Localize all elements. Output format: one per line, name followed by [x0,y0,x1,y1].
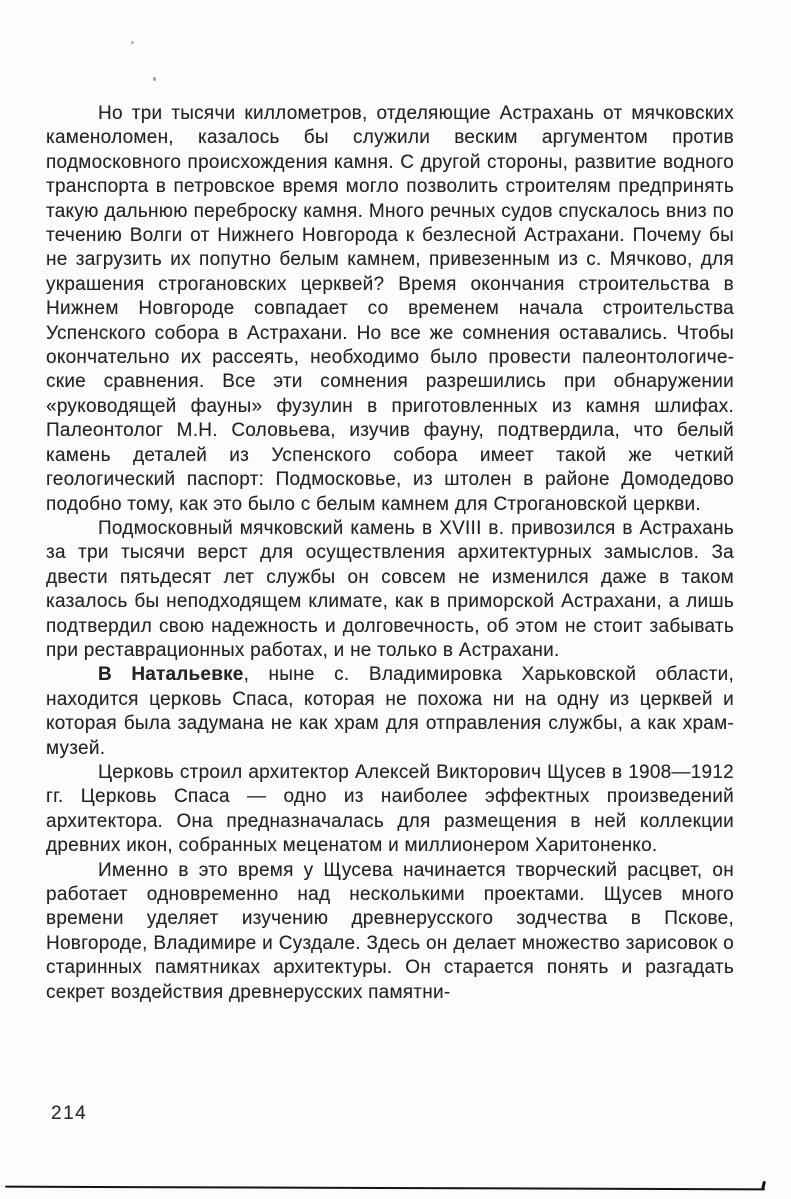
paragraph-text: , ныне с. Владимировка Харьковской области, находится церковь Спаса, которая не похожа ни на одну из церквей и которая была задумана не как храм для отправления службы, а как храм-музей. [46,664,734,759]
paragraph-shchusev-studies: Именно в это время у Щусева начинается творческий расцвет, он работает одновременно над несколькими проектами. Щусев много времени уделяет изучению древнерусского зодчества в Пскове, Новгороде, Владимире и Суздале. Здесь он делает множество зарисовок о старинных памятниках архитектуры. Он старается понять и разгадать секрет воздействия древнерусских памятни- [46,859,734,1003]
paragraph-stone-argument: Но три тысячи киллометров, отделяющие Астрахань от мячковских каменоломен, казалось бы служили веским аргументом против подмосковного происхождения камня. С другой стороны, развитие водного транспорта в петровское время могло позволить строителям предпринять такую дальнюю переброску камня. Много речных судов спускалось вниз по течению Волги от Нижнего Новгорода к безлесной Астрахани. Почему бы не загрузить их попутно белым камнем, привезенным из с. Мячково, для украшения строгановских церквей? Время окончания строительства в Нижнем Новгороде совпадает со временем начала строительства Успенского собора в Астрахани. Но все же сомнения оставались. Чтобы окончательно их рассеять, необходимо было провести палеонтологические сравнения. Все эти сомнения разрешились при обнаружении «руководящей фауны» фузулин в приготовленных из камня шлифах. Палеонтолог М.Н. Соловьева, изучив фауну, подтвердила, что белый камень деталей из Успенского собора имеет такой же четкий геологический паспорт: Подмосковье, из штолен в районе Домодедово подобно тому, как это было с белым камнем для Строгановской церкви. [46,103,734,515]
place-name-bold: В Натальевке [98,664,244,686]
page-text-block [46,102,734,1005]
page-number: 214 [51,1103,88,1124]
paragraph-shchusev-church: Церковь строил архитектор Алексей Викторович Щусев в 1908—1912 гг. Церковь Спаса — одно из наиболее эффектных произведений архитектора. Она предназначалась для размещения в ней коллекции древних икон, собранных меценатом и миллионером Харитоненко. [46,761,734,857]
paragraph-natalyevka [46,663,734,761]
scan-speck-icon [131,41,134,44]
scan-edge-line [5,1186,765,1191]
paragraph-myachkovo-stone: Подмосковный мячковский камень в XVIII в. привозился в Астрахань за три тысячи верст для осуществления архитектурных замыслов. За двести пятьдесят лет службы он совсем не изменился даже в таком казалось бы неподходящем климате, как в приморской Астрахани, а лишь подтвердил свою надежность и долговечность, об этом не стоит забывать при реставрационных работах, и не только в Астрахани. [46,517,734,661]
scan-speck-icon [153,77,156,81]
